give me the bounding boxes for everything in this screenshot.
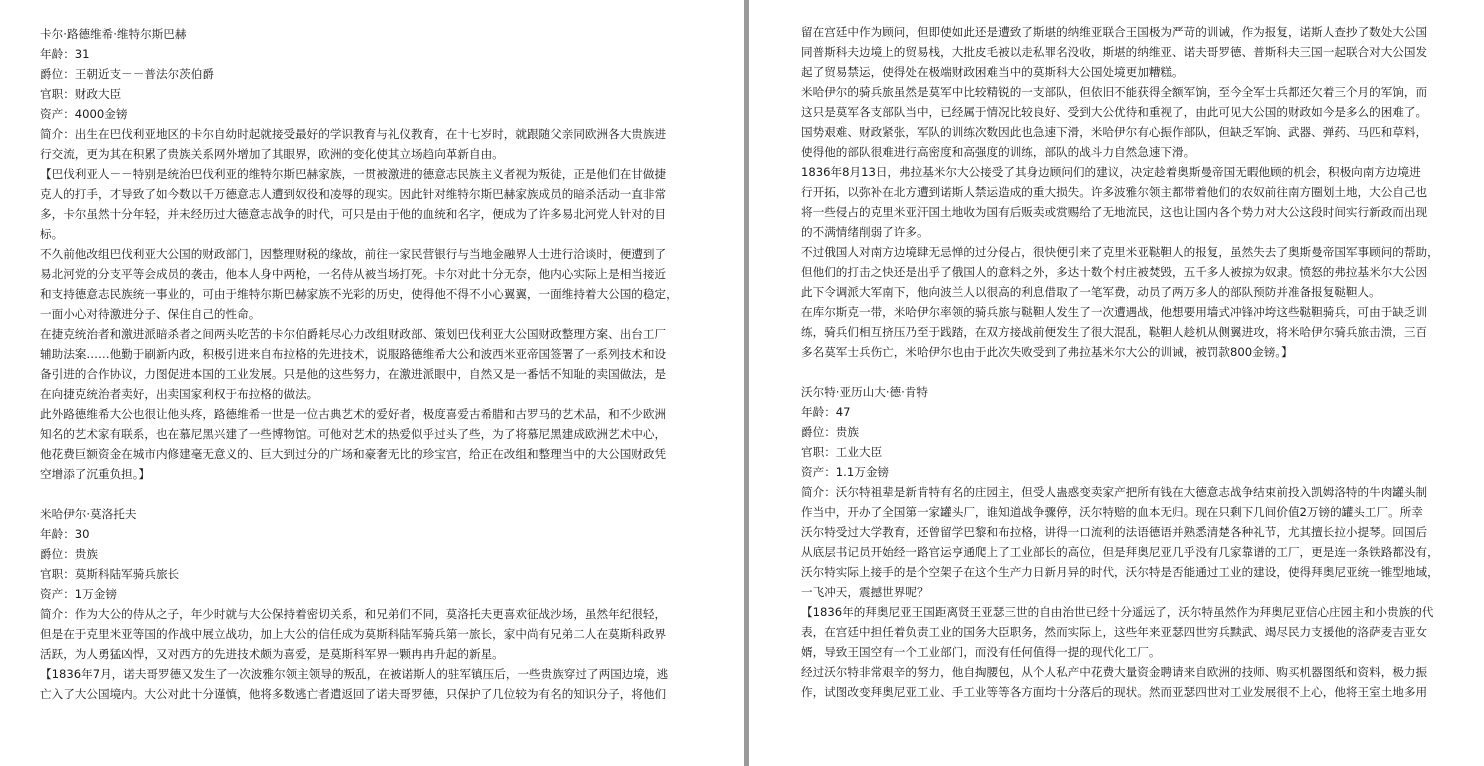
text-line: 在捷克统治者和激进派暗杀者之间两头吃苦的卡尔伯爵耗尽心力改组财政部、策划巴伐利亚大公国财政整理方案、出台工厂 (40, 327, 667, 341)
text-line: 沃尔特实际上接手的是个空架子在这个生产力日新月异的时代，沃尔特是否能通过工业的建设，使得拜奥尼亚统一锥型地域， (801, 565, 1439, 579)
text-line: 易北河党的分支平等会成员的袭击，他本人身中两枪，一名侍从被当场打死。卡尔对此十分无奈，他内心实际上是相当接近 (40, 267, 667, 281)
text-line (40, 484, 692, 504)
text-line: 爵位：王朝近支－－普法尔茨伯爵 (40, 67, 214, 81)
text-line: 同普斯科夫边境上的贸易栈，大批皮毛被以走私罪名没收，斯堪的纳维亚、诺夫哥罗德、普斯科夫三国一起联合对大公国发 (801, 45, 1428, 59)
text-line: 沃尔特受过大学教育，还曾留学巴黎和布拉格，讲得一口流利的法语德语并熟悉清楚各种礼节，尤其擅长拉小提琴。回国后 (801, 525, 1428, 539)
text-line: 多，卡尔虽然十分年轻，并未经历过大德意志战争的时代，可只是由于他的血统和名字，便成为了许多易北河党人针对的目 (40, 207, 667, 221)
text-line: 【1836年7月，诺夫哥罗德又发生了一次波雅尔领主领导的叛乱，在被诺斯人的驻军镇压后，一些贵族穿过了两国边境，逃 (40, 667, 669, 681)
text-line: 克人的打手，才导致了如今数以千万德意志人遭到奴役和凌辱的现实。因此针对维特尔斯巴赫家族成员的暗杀活动一直非常 (40, 187, 667, 201)
text-line: 1836年8月13日，弗拉基米尔大公接受了其身边顾问们的建议，决定趁着奥斯曼帝国无暇他顾的机会，积极向南方边境进 (801, 165, 1421, 179)
text-line: 不久前他改组巴伐利亚大公国的财政部门，因整理财税的缘故，前往一家民营银行与当地金融界人士进行洽谈时，便遭到了 (40, 247, 667, 261)
text-line: 行开拓，以弥补在北方遭到诺斯人禁运造成的重大损失。许多波雅尔领主都带着他们的农奴前往南方圈划土地，大公自己也 (801, 185, 1428, 199)
text-line: 官职：财政大臣 (40, 87, 122, 101)
text-line: 官职：莫斯科陆军骑兵旅长 (40, 567, 180, 581)
text-line: 练，骑兵们相互挤压乃至于践踏，在双方接战前便发生了很大混乱，鞑靼人趁机从侧翼进攻，将米哈伊尔骑兵旅击溃，三百 (801, 325, 1428, 339)
text-line: 米哈伊尔的骑兵旅虽然是莫军中比较精锐的一支部队，但依旧不能获得全额军饷，至今全军士兵都还欠着三个月的军饷，而 (801, 85, 1428, 99)
text-line: 此下令调派大军南下，他向波兰人以很高的利息借取了一笔军费，动员了两万多人的部队预防并准备报复鞑靼人。 (801, 285, 1381, 299)
right-document-page (749, 0, 1484, 766)
text-line: 使得他的部队很难进行高密度和高强度的训练，部队的战斗力自然急速下滑。 (801, 145, 1196, 159)
text-line: 在向捷克统治者卖好，出卖国家利权于布拉格的做法。 (40, 387, 319, 401)
text-line: 简介：出生在巴伐利亚地区的卡尔自幼时起就接受最好的学识教育与礼仪教育，在十七岁时，就跟随父亲同欧洲各大贵族进 (40, 127, 667, 141)
text-line: 活跃，为人勇猛凶悍，又对西方的先进技术颇为喜爱，是莫斯科军界一颗冉冉升起的新星。 (40, 647, 504, 661)
text-line: 婿，导致王国空有一个工业部门，而没有任何值得一提的现代化工厂。 (801, 645, 1161, 659)
text-line: 作，试图改变拜奥尼亚工业、手工业等等各方面均十分落后的现状。然而亚瑟四世对工业发展很不上心，他将王室土地多用 (801, 685, 1428, 699)
text-line: 资产：1.1万金镑 (801, 465, 890, 479)
text-line: 国势艰难、财政紧张，军队的训练次数因此也急速下滑，米哈伊尔有心振作部队，但缺乏军饷、武器、弹药、马匹和草料， (801, 125, 1428, 139)
text-line: 起了贸易禁运，使得处在极端财政困难当中的莫斯科大公国处境更加糟糕。 (801, 65, 1184, 79)
text-line: 知名的艺术家有联系，也在慕尼黑兴建了一些博物馆。可他对艺术的热爱似乎过头了些，为了将慕尼黑建成欧洲艺术中心， (40, 427, 667, 441)
text-line: 简介：作为大公的侍从之子，年少时就与大公保持着密切关系，和兄弟们不同，莫洛托夫更喜欢征战沙场，虽然年纪很轻， (40, 607, 667, 621)
text-line: 亡入了大公国境内。大公对此十分谨慎，他将多数逃亡者遣返回了诺夫哥罗德，只保护了几位较为有名的知识分子，将他们 (40, 687, 667, 701)
text-line: 经过沃尔特非常艰辛的努力，他自掏腰包，从个人私产中花费大量资金聘请来自欧洲的技师、购买机器图纸和资料，极力振 (801, 665, 1428, 679)
text-line: 沃尔特·亚历山大·德·肯特 (801, 385, 928, 399)
text-line (801, 362, 1456, 382)
text-line: 年龄：30 (40, 527, 90, 541)
text-line: 【1836年的拜奥尼亚王国距离贤王亚瑟三世的自由治世已经十分遥远了，沃尔特虽然作为拜奥尼亚信心庄园主和小贵族的代 (801, 605, 1434, 619)
text-line: 但是在于克里米亚等国的作战中展立战功，加上大公的信任成为莫斯科陆军骑兵第一旅长，家中尚有兄弟二人在莫斯科政界 (40, 627, 667, 641)
text-line: 官职：工业大臣 (801, 445, 883, 459)
text-line: 多名莫军士兵伤亡，米哈伊尔也由于此次失败受到了弗拉基米尔大公的训诫，被罚款800金镑。】 (801, 345, 1293, 359)
text-line: 此外路德维希大公也很让他头疼，路德维希一世是一位古典艺术的爱好者，极度喜爱古希腊和古罗马的艺术品，和不少欧洲 (40, 407, 667, 421)
text-line (801, 702, 1456, 722)
text-line: 卡尔·路德维希·维特尔斯巴赫 (40, 27, 187, 41)
text-line: 资产：1万金镑 (40, 587, 117, 601)
text-line: 将一些侵占的克里米亚汗国土地收为国有后贩卖或赏赐给了无地流民，这也让国内各个势力对大公这段时间实行新政而出现 (801, 205, 1428, 219)
text-line: 爵位：贵族 (801, 425, 859, 439)
text-line: 但他们的打击之快还是出乎了俄国人的意料之外，多达十数个村庄被焚毁，五千多人被掠为奴隶。愤怒的弗拉基米尔大公因 (801, 265, 1428, 279)
text-line: 年龄：47 (801, 405, 851, 419)
text-line: 表，在宫廷中担任着负责工业的国务大臣职务，然而实际上，这些年来亚瑟四世穷兵黩武、竭尽民力支援他的洛萨麦吉亚女 (801, 625, 1428, 639)
text-line: 作当中，开办了全国第一家罐头厂，谁知道战争骤停，沃尔特赔的血本无归。现在只剩下几间价值2万镑的罐头工厂。所幸 (801, 505, 1423, 519)
text-line: 这只是莫军各支部队当中，已经属于情况比较良好、受到大公优待和重视了，由此可见大公国的财政如今是多么的困难了。 (801, 105, 1428, 119)
text-line: 备引进的合作协议，力图促进本国的工业发展。只是他的这些努力，在激进派眼中，自然又是一番恬不知耻的卖国做法，是 (40, 367, 667, 381)
text-line: 行交流，更为其在积累了贵族关系网外增加了其眼界，欧洲的变化使其立场趋向革新自由。 (40, 147, 504, 161)
text-line: 标。 (40, 227, 64, 241)
text-line: 【巴伐利亚人－－特别是统治巴伐利亚的维特尔斯巴赫家族，一贯被激进的德意志民族主义者视为叛徒，正是他们在甘做捷 (40, 167, 667, 181)
text-line: 在库尔斯克一带，米哈伊尔率领的骑兵旅与鞑靼人发生了一次遭遇战，他想要用墙式冲锋冲垮这些鞑靼骑兵，可由于缺乏训 (801, 305, 1428, 319)
text-line: 一飞冲天，震撼世界呢？ (801, 585, 929, 599)
text-line: 的不满情绪削弱了许多。 (801, 225, 929, 239)
text-line: 空增添了沉重负担。】 (40, 467, 151, 481)
text-line: 他花费巨额资金在城市内修建毫无意义的、巨大到过分的广场和豪奢无比的珍宝宫，给正在改组和整理当中的大公国财政凭 (40, 447, 667, 461)
text-line: 一面小心对待激进分子、保住自己的性命。 (40, 307, 261, 321)
text-line: 和支持德意志民族统一事业的，可由于维特尔斯巴赫家族不光彩的历史，使得他不得不小心翼翼，一面维持着大公国的稳定， (40, 287, 678, 301)
text-line: 简介：沃尔特祖辈是新肯特有名的庄园主，但受人蛊惑变卖家产把所有钱在大德意志战争结束前投入凯姆洛特的牛肉罐头制 (801, 485, 1428, 499)
text-line: 爵位：贵族 (40, 547, 98, 561)
text-line: 米哈伊尔·莫洛托夫 (40, 507, 137, 521)
text-line: 不过俄国人对南方边境肆无忌惮的过分侵占，很快便引来了克里米亚鞑靼人的报复，虽然失去了奥斯曼帝国军事顾问的帮助， (801, 245, 1439, 259)
text-line: 从底层书记员开始经一路官运亨通爬上了工业部长的高位，但是拜奥尼亚几乎没有几家靠谱的工厂，更是连一条铁路都没有， (801, 545, 1439, 559)
text-line: 留在宫廷中作为顾问，但即使如此还是遭致了斯堪的纳维亚联合王国极为严苛的训诫，作为报复，诺斯人查抄了数处大公国 (801, 25, 1428, 39)
text-line: 年龄：31 (40, 47, 90, 61)
text-line: 资产：4000金镑 (40, 107, 128, 121)
text-line: 辅助法案……他勤于刷新内政，积极引进来自布拉格的先进技术，说服路德维希大公和波西米亚帝国签署了一系列技术和设 (40, 347, 667, 361)
